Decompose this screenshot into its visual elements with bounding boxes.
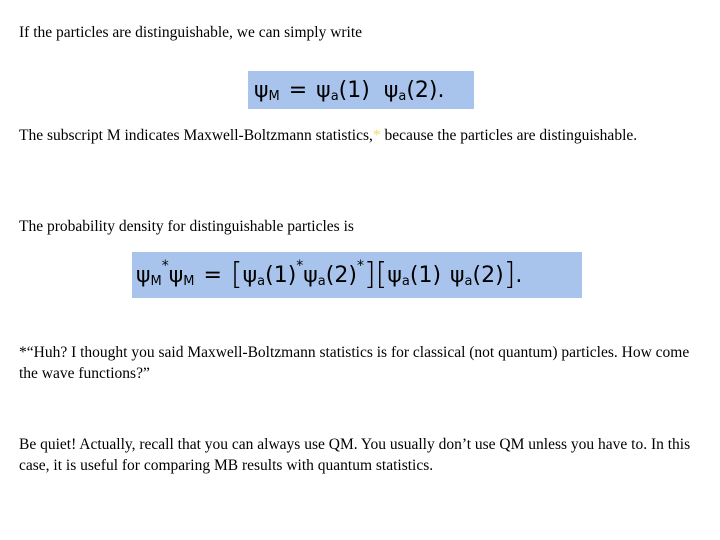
- period: .: [437, 77, 445, 103]
- subscript-a: a: [398, 88, 407, 104]
- psi-symbol: ψ: [254, 77, 269, 103]
- conjugate-star: *: [161, 258, 169, 274]
- subscript-a: a: [401, 273, 410, 289]
- probability-density-text: The probability density for distinguishable particles is: [19, 218, 354, 235]
- subscript-m: M: [183, 273, 195, 289]
- conjugate-star: *: [356, 258, 364, 274]
- right-bracket: ]: [503, 256, 516, 292]
- psi-symbol: ψ: [136, 262, 151, 288]
- psi-symbol: ψ: [450, 262, 465, 288]
- psi-symbol: ψ: [168, 262, 184, 288]
- psi-symbol: ψ: [242, 262, 258, 288]
- equals-sign: =: [203, 262, 222, 288]
- psi-symbol: ψ: [383, 77, 399, 103]
- footnote-answer: Be quiet! Actually, recall that you can always use QM. You usually don’t use QM unless you have to. In this case, it is useful for comparing MB results with quantum statistics.: [19, 436, 691, 474]
- left-bracket: [: [375, 256, 388, 292]
- subscript-a: a: [330, 88, 339, 104]
- footnote-star: *: [372, 127, 381, 144]
- subscript-a: a: [464, 273, 473, 289]
- psi-symbol: ψ: [316, 77, 331, 103]
- footnote-question: *“Huh? I thought you said Maxwell-Boltzmann statistics is for classical (not quantum) particles. How come the wave functions?”: [19, 344, 690, 382]
- psi-symbol: ψ: [303, 262, 318, 288]
- equation-probability-density: [132, 252, 582, 298]
- subscript-m: M: [150, 273, 162, 289]
- argument-1: (1): [409, 262, 442, 288]
- conjugate-star: *: [296, 258, 304, 274]
- equation-maxwell-boltzmann-wavefunction: [248, 71, 474, 109]
- left-bracket: [: [230, 256, 243, 292]
- subscript-explanation: [19, 125, 709, 146]
- subscript-explanation-text: The subscript M indicates Maxwell-Boltzmann statistics,: [19, 127, 373, 144]
- psi-symbol: ψ: [387, 262, 402, 288]
- subscript-m: M: [268, 88, 280, 104]
- equals-sign: =: [288, 77, 308, 103]
- period: .: [515, 262, 523, 288]
- subscript-a: a: [317, 273, 326, 289]
- argument-1: (1): [338, 77, 370, 103]
- argument-2: (2): [406, 77, 438, 103]
- subscript-a: a: [257, 273, 266, 289]
- right-bracket: ]: [363, 256, 376, 292]
- argument-2: (2): [325, 262, 357, 288]
- argument-2: (2): [472, 262, 504, 288]
- argument-1: (1): [265, 262, 297, 288]
- intro-text: If the particles are distinguishable, we can simply write: [19, 24, 363, 41]
- subscript-explanation-text-end: because the particles are distinguishable.: [380, 127, 638, 144]
